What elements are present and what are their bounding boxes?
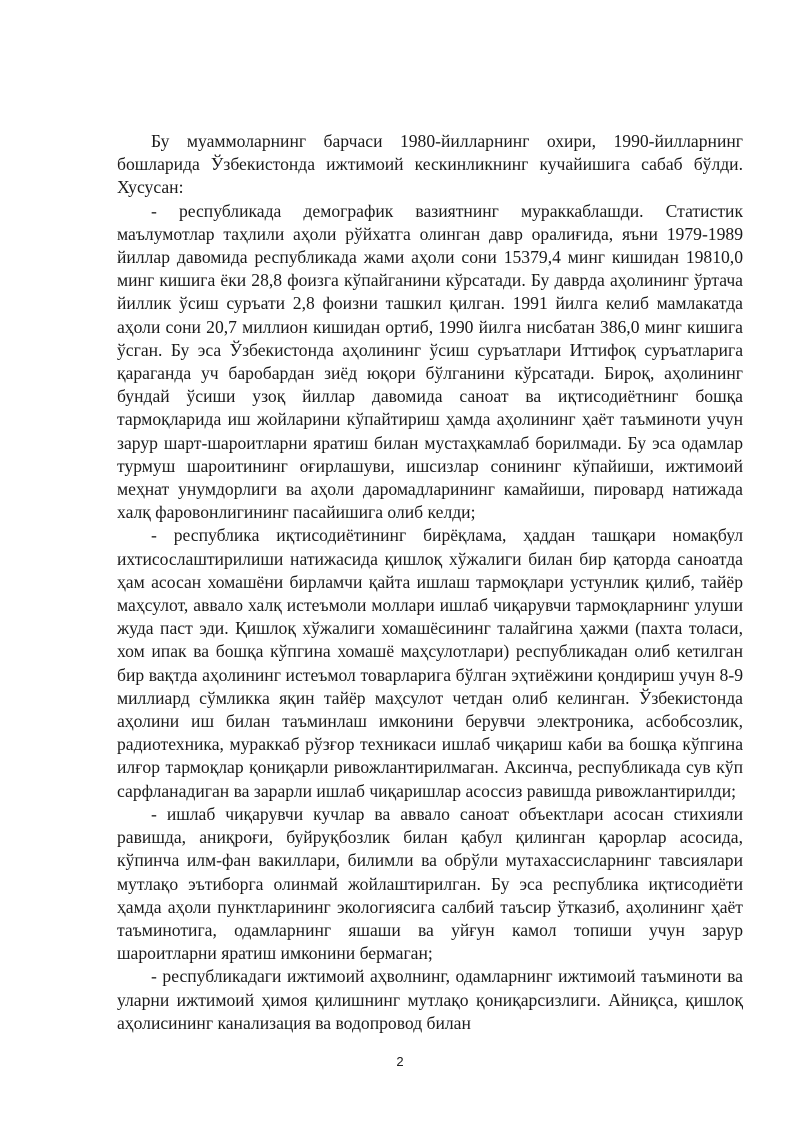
page-number: 2 [396,1054,404,1069]
paragraph-intro: Бу муаммоларнинг барчаси 1980-йилларнинг охири, 1990-йилларнинг бошларида Ўзбекистонда ижтимоий кескинликнинг кучайишига сабаб бўлди. Хусусан: [117,131,743,198]
paragraph-productive-forces: - ишлаб чиқарувчи кучлар ва аввало саноат объектлари асосан стихияли равишда, аниқроғи, буйруқбозлик билан қабул қилинган қарорлар асосида, кўпинча илм-фан вакиллари, билимли ва обрўли мутахассисларнинг тавсиялари мутлақо эътиборга олинмай жойлаштирилган. Бу эса республика иқтисодиёти ҳамда аҳоли пунктларининг экологиясига салбий таъсир ўтказиб, аҳолининг ҳаёт таъминотига, одамларнинг яшаши ва уйғун камол топиши учун зарур шароитларни яратиш имконини бермаган; [117,803,743,964]
paragraph-social-conditions: - республикадаги ижтимоий аҳволнинг, одамларнинг ижтимоий таъминоти ва уларни ижтимоий ҳимоя қилишнинг мутлақо қониқарсизлиги. Айниқса, қишлоқ аҳолисининг канализация ва водопровод билан [117,966,743,1033]
body-text [117,130,743,1035]
paragraph-economy: - республика иқтисодиётининг бирёқлама, ҳаддан ташқари номақбул ихтисослаштирилиши натижасида қишлоқ хўжалиги билан бир қаторда саноатда ҳам асосан хомашёни бирламчи қайта ишлаш тармоқлари устунлик қилиб, тайёр маҳсулот, аввало халқ истеъмоли моллари ишлаб чиқарувчи тармоқларнинг улуши жуда паст эди. Қишлоқ хўжалиги хомашёсининг талайгина ҳажми (пахта толаси, хом ипак ва бошқа кўпгина хомашё маҳсулотлари) республикадан олиб кетилган бир вақтда аҳолининг истеъмол товарларига бўлган эҳтиёжини қондириш учун 8-9 миллиард сўмликка яқин тайёр маҳсулот четдан олиб келинган. Ўзбекистонда аҳолини иш билан таъминлаш имконини берувчи электроника, асбобсозлик, радиотехника, мураккаб рўзғор техникаси ишлаб чиқариш каби ва бошқа кўпгина илғор тармоқлар қониқарли ривожлантирилмаган. Аксинча, республикада сув кўп сарфланадиган ва зарарли ишлаб чиқаришлар асоссиз равишда ривожлантирилди; [117,525,743,801]
paragraph-demographics: - республикада демографик вазиятнинг мураккаблашди. Статистик маълумотлар таҳлили аҳоли рўйхатга олинган давр оралиғида, яъни 1979-1989 йиллар давомида республикада жами аҳоли сони 15379,4 минг кишидан 19810,0 минг кишига ёки 28,8 фоизга кўпайганини кўрсатади. Бу даврда аҳолининг ўртача йиллик ўсиш суръати 2,8 фоизни ташкил қилган. 1991 йилга келиб мамлакатда аҳоли сони 20,7 миллион кишидан ортиб, 1990 йилга нисбатан 386,0 минг кишига ўсган. Бу эса Ўзбекистонда аҳолининг ўсиш суръатлари Иттифоқ суръатларига қараганда уч баробардан зиёд юқори бўлганини кўрсатади. Бироқ, аҳолининг бундай ўсиши узоқ йиллар давомида саноат ва иқтисодиётнинг бошқа тармоқларида иш жойларини кўпайтириш ҳамда аҳолининг ҳаёт таъминоти учун зарур шарт-шароитларни яратиш билан мустаҳкамлаб борилмади. Бу эса одамлар турмуш шароитининг оғирлашуви, ишсизлар сонининг кўпайиши, ижтимоий меҳнат унумдорлиги ва аҳоли даромадларининг камайиши, пировард натижада халқ фаровонлигининг пасайишига олиб келди; [117,200,743,523]
